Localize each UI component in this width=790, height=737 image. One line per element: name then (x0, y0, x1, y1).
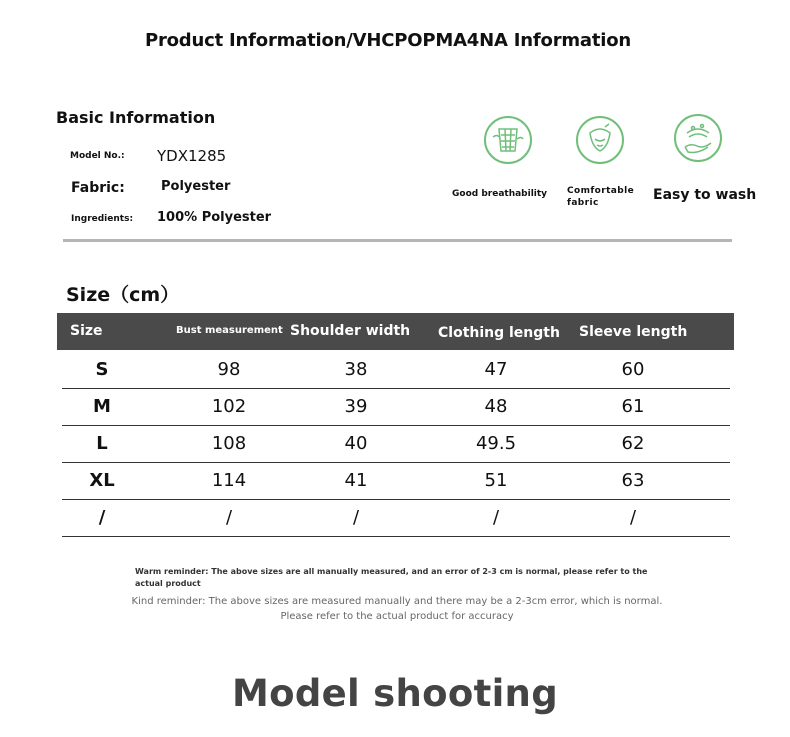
header-shoulder: Shoulder width (290, 323, 411, 339)
cell-shoulder: / (352, 507, 360, 528)
cell-bust: 108 (211, 433, 247, 454)
comfortable-fabric-icon (575, 115, 625, 165)
cell-shoulder: 39 (344, 396, 368, 417)
feature-label-comfortable: Comfortable fabric (567, 186, 635, 208)
cell-clothing-length: 49.5 (475, 433, 517, 454)
kind-reminder-line2: Please refer to the actual product for accuracy (280, 611, 514, 622)
cell-clothing-length: 48 (484, 396, 508, 417)
feature-label-breathability: Good breathability (452, 189, 548, 199)
header-bust: Bust measurement (176, 325, 283, 336)
model-value: YDX1285 (157, 147, 227, 165)
cell-sleeve-length: 61 (621, 396, 645, 417)
cell-clothing-length: 47 (484, 359, 508, 380)
table-row (62, 351, 730, 389)
cell-sleeve-length: 62 (621, 433, 645, 454)
cell-clothing-length: / (492, 507, 500, 528)
feature-label-easy-wash: Easy to wash (653, 187, 757, 203)
size-heading: Size（cm） (66, 284, 180, 306)
table-row (62, 388, 730, 426)
table-row (62, 425, 730, 463)
cell-bust: 102 (211, 396, 247, 417)
cell-sleeve-length: / (629, 507, 637, 528)
cell-size: M (93, 396, 111, 417)
table-row (62, 462, 730, 500)
page-title: Product Information/VHCPOPMA4NA Information (144, 30, 632, 51)
cell-bust: 98 (217, 359, 241, 380)
basic-info-heading: Basic Information (56, 108, 216, 127)
size-table-header (57, 313, 734, 350)
cell-size: S (95, 359, 109, 380)
warm-reminder: Warm reminder: The above sizes are all manually measured, and an error of 2-3 cm is normal, please refer to the actual product (135, 567, 648, 588)
cell-sleeve-length: 63 (621, 470, 645, 491)
model-shooting-title: Model shooting (232, 672, 558, 715)
header-clothing-length: Clothing length (438, 325, 560, 341)
header-size: Size (70, 323, 103, 339)
cell-shoulder: 38 (344, 359, 368, 380)
cell-clothing-length: 51 (484, 470, 508, 491)
cell-sleeve-length: 60 (621, 359, 645, 380)
cell-size: / (98, 507, 106, 528)
cell-size: L (96, 433, 108, 454)
cell-shoulder: 40 (344, 433, 368, 454)
kind-reminder (60, 594, 734, 624)
ingredients-label: Ingredients: (71, 214, 134, 224)
cell-shoulder: 41 (344, 470, 368, 491)
header-sleeve-length: Sleeve length (579, 324, 688, 340)
cell-size: XL (89, 470, 115, 491)
fabric-label: Fabric: (71, 180, 125, 196)
section-divider (63, 239, 732, 242)
cell-bust: 114 (211, 470, 247, 491)
table-row (62, 499, 730, 537)
model-label: Model No.: (70, 151, 125, 161)
easy-wash-icon (673, 113, 723, 163)
kind-reminder-line1: Kind reminder: The above sizes are measured manually and there may be a 2-3cm error, which is normal. (131, 596, 663, 607)
fabric-value: Polyester (161, 179, 231, 194)
cell-bust: / (225, 507, 233, 528)
breathability-icon (483, 115, 533, 165)
ingredients-value: 100% Polyester (157, 210, 272, 225)
